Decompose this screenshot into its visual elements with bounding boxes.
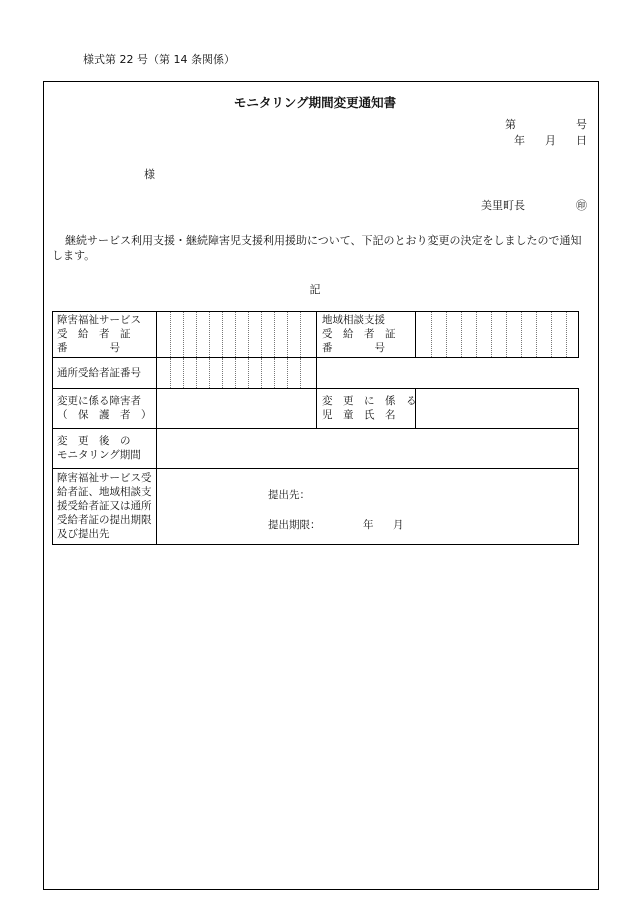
document-number-line [505,116,587,132]
date-month: 月 [545,134,556,147]
row4-label-line1: 変 更 後 の [57,435,131,447]
row1-left-label-line1: 障害福祉サービス [57,314,141,326]
row5-label-line5: 及び提出先 [57,528,110,540]
date-day: 日 [576,134,587,147]
row3-child-name-field[interactable] [415,388,579,429]
row1-right-label-line2: 受 給 者 証 [322,328,396,340]
deadline-month: 月 [393,519,404,531]
row3-left-label-line1: 変更に係る障害者 [57,395,141,407]
submit-to-label: 提出先： [268,489,310,501]
number-suffix: 号 [576,118,587,131]
row3-left-label-cell [52,388,157,429]
deadline-label: 提出期限： [268,519,321,531]
date-year: 年 [514,134,525,147]
row3-right-label-cell [316,388,416,429]
row1-right-label-cell [316,311,416,358]
row1-left-label-cell [52,311,157,358]
addressee-suffix: 様 [144,168,155,181]
row1-right-number-boxes[interactable] [415,311,579,358]
form-number: 様式第 22 号（第 14 条関係） [83,53,235,66]
seal-mark: ㊞ [576,199,587,212]
row3-guardian-name-field[interactable] [156,388,317,429]
row5-submission-field[interactable] [156,468,579,545]
ki-heading: 記 [309,283,321,296]
number-prefix: 第 [505,118,516,131]
row5-label-line1: 障害福祉サービス受 [57,472,152,484]
issuer-name: 美里町長 [481,199,525,212]
row2-number-boxes[interactable] [156,357,317,389]
row3-right-label-line2: 児 童 氏 名 [322,409,396,421]
row1-left-number-boxes[interactable] [156,311,317,358]
row2-label: 通所受給者証番号 [57,367,141,379]
row5-label-line4: 受給者証の提出期限 [57,514,152,526]
deadline-year: 年 [363,519,374,531]
row1-right-label-line3: 番 号 [322,342,385,354]
row4-monitoring-period-field[interactable] [156,428,579,469]
row2-label-cell [52,357,157,389]
row4-label-cell [52,428,157,469]
document-title: モニタリング期間変更通知書 [233,95,397,110]
row1-left-label-line3: 番 号 [57,342,120,354]
row5-label-line2: 給者証、地域相談支 [57,486,152,498]
row1-right-label-line1: 地域相談支援 [322,314,385,326]
row4-label-line2: モニタリング期間 [57,449,141,461]
row1-left-label-line2: 受 給 者 証 [57,328,131,340]
row5-label-cell [52,468,157,545]
notice-body-text: 継続サービス利用支援・継続障害児支援利用援助について、下記のとおり変更の決定をしましたので通知します。 [52,234,582,262]
row5-label-line3: 援受給者証又は通所 [57,500,152,512]
document-date-line [514,132,587,148]
row3-right-label-line1: 変 更 に 係 る [322,395,417,407]
row3-left-label-line2: （ 保 護 者 ） [57,409,152,421]
